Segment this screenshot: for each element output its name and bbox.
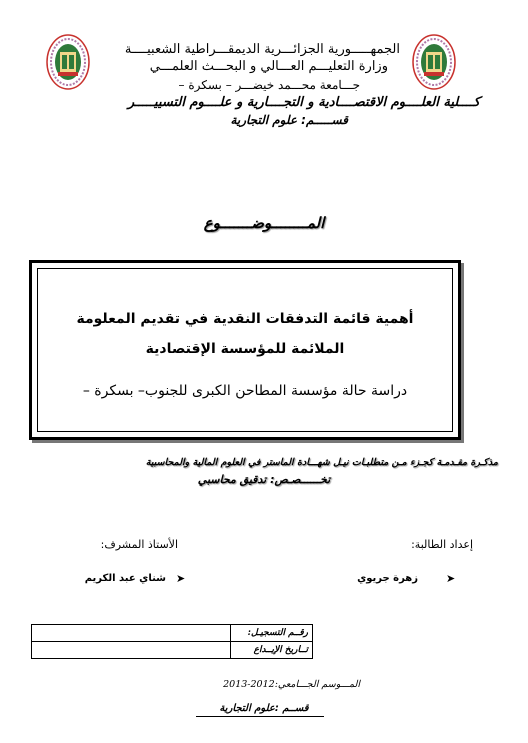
deposit-date-value: [32, 642, 231, 659]
title-line-2: الملائمة للمؤسسة الإقتصادية: [145, 341, 345, 357]
footer-divider: [196, 716, 324, 717]
supervisor-name: شناي عبد الكريم: [84, 573, 166, 584]
university-logo-left: [46, 34, 90, 90]
registration-table: [31, 624, 313, 659]
title-box: [29, 260, 461, 440]
faculty-line: كــــلية العلــــوم الاقتصــــادية و التجــــارية و علــــوم التسييـــــر: [127, 95, 480, 110]
registration-number-label: رقــم التسجيـل:: [231, 625, 313, 642]
title-box-inner: [37, 268, 453, 432]
deposit-date-label: تــاريخ الإيــداع: [231, 642, 313, 659]
department-line: قســـــم: علوم التجارية: [230, 113, 348, 127]
university-logo-right: [412, 34, 456, 90]
supervisor-bullet-icon: ➤: [176, 572, 186, 585]
title-line-1: أهمية قائمة التدفقات النقدية في تقديم المعلومة: [76, 311, 414, 327]
ministry-line: وزارة التعليـــم العـــالي و البحـــث العلمـــي: [149, 59, 388, 74]
thesis-note: مذكـرة مقـدمـة كجـزء مـن متطلبـات نيـل شهـــادة الماستر في العلوم المالية والمحاسبية: [145, 457, 498, 468]
republic-line: الجمهـــــورية الجزائـــرية الديمقـــراطية الشعبيــــة: [124, 42, 400, 57]
case-study-line: دراسة حالة مؤسسة المطاحن الكبرى للجنوب– بسكرة –: [82, 383, 408, 399]
table-row: [32, 625, 313, 642]
supervisor-label: الأستاذ المشرف:: [100, 538, 178, 551]
academic-year: المـــوسم الجـــامعي:2012-2013: [223, 679, 360, 690]
registration-number-value: [32, 625, 231, 642]
prepared-by-label: إعداد الطالبة:: [411, 538, 473, 551]
student-bullet-icon: ➤: [446, 572, 456, 585]
footer-department: قســم :علوم التجارية: [219, 703, 309, 714]
university-line: جـــامعة محـــمد خيضـــر – بسكرة –: [178, 78, 360, 92]
subject-label: المــــــــوضـــــــوع: [203, 214, 325, 232]
table-row: [32, 642, 313, 659]
student-name: زهرة جريوي: [357, 573, 418, 584]
specialization: تخــــــصـص: تدقيق محاسبي: [197, 473, 331, 486]
